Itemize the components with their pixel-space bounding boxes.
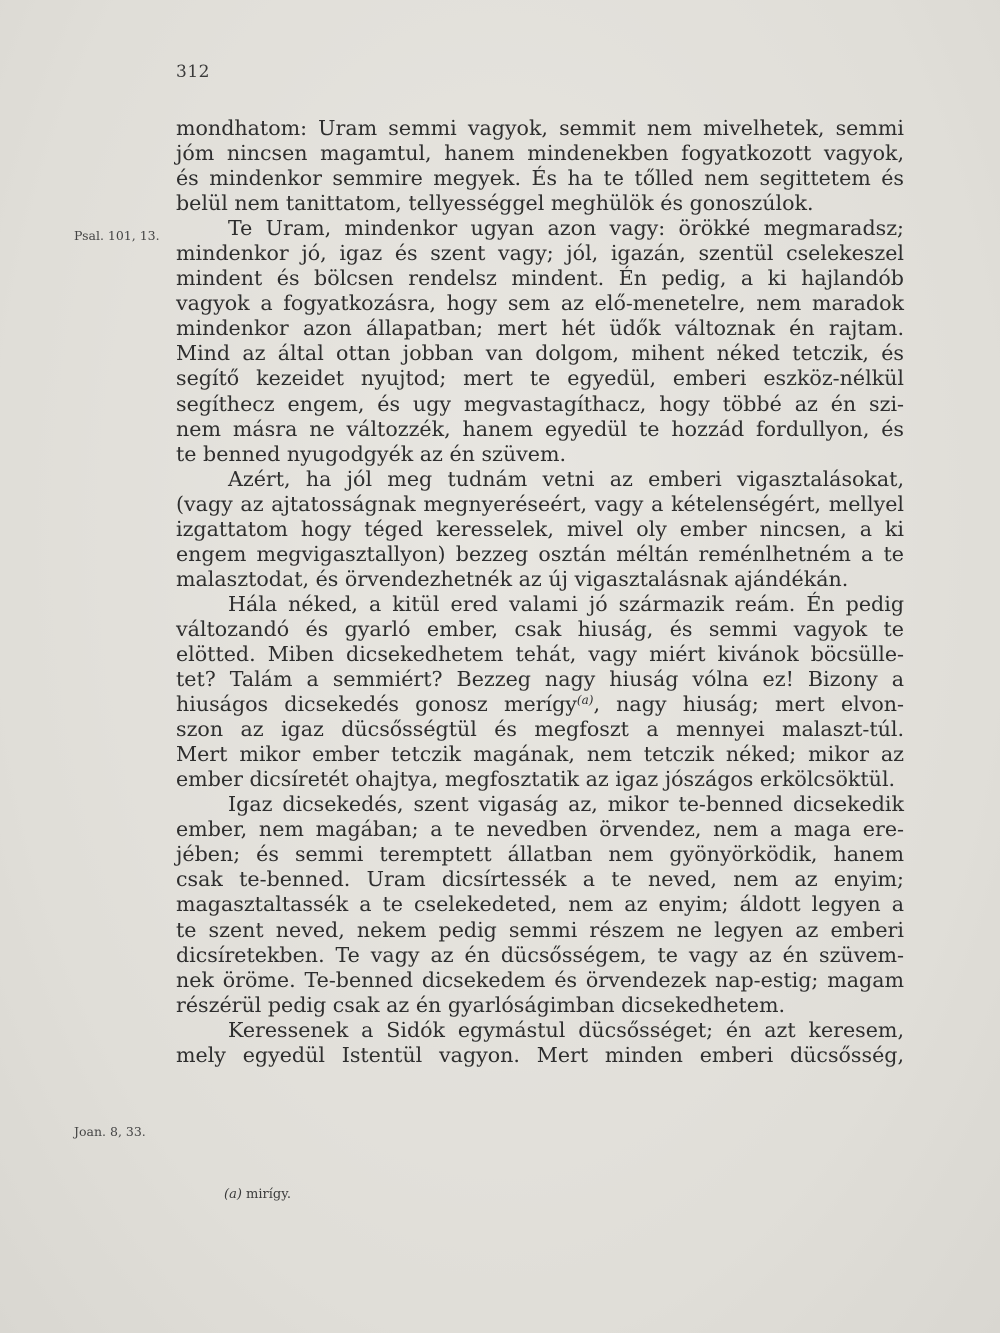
- text-line: jében; és semmi teremptett állatban nem gyönyörködik, hanem: [176, 842, 904, 867]
- text-line: Mert mikor ember tetczik magának, nem tetczik néked; mikor az: [176, 742, 904, 767]
- text-line: segíthecz engem, és ugy megvastagíthacz, hogy többé az én szi-: [176, 391, 904, 416]
- text-line-with-footnote: [176, 692, 904, 717]
- text-line: magasztaltassék a te cselekedeted, nem az enyim; áldott legyen a: [176, 892, 904, 917]
- text-line: Mind az által ottan jobban van dolgom, mihent néked tetczik, és: [176, 341, 904, 366]
- text-line: segítő kezeidet nyujtod; mert te egyedül, emberi eszköz-nélkül: [176, 366, 904, 391]
- text-line: mindenkor azon állapatban; mert hét üdők változnak én rajtam.: [176, 316, 904, 341]
- page-number: 312: [176, 62, 210, 82]
- text-line: Keressenek a Sidók egymástul dücsősséget; én azt keresem,: [228, 1017, 904, 1042]
- text-line: (vagy az ajtatosságnak megnyeréseért, vagy a kételenségért, mellyel: [176, 491, 904, 516]
- text-line: malasztodat, és örvendezhetnék az új vigasztalásnak ajándékán.: [176, 566, 849, 591]
- margin-note-joan: Joan. 8, 33.: [74, 1124, 146, 1139]
- text-line: ember dicsíretét ohajtya, megfosztatik az igaz jószágos erkölcsöktül.: [176, 767, 896, 792]
- text-line: Hála néked, a kitül ered valami jó származik reám. Én pedig: [228, 591, 904, 616]
- body-text: [176, 116, 904, 1068]
- text-line: te szent neved, nekem pedig semmi részem ne legyen az emberi: [176, 917, 904, 942]
- text-line: részérül pedig csak az én gyarlóságimban dicsekedhetem.: [176, 992, 786, 1017]
- text-line: mondhatom: Uram semmi vagyok, semmit nem mivelhetek, semmi: [176, 116, 904, 140]
- footnote: [224, 1187, 291, 1202]
- footnote-reference: (a): [576, 693, 594, 708]
- margin-note-psal: Psal. 101, 13.: [74, 228, 160, 243]
- text-line: ember, nem magában; a te nevedben örvendez, nem a maga ere-: [176, 817, 904, 842]
- footnote-mark: (a): [224, 1187, 242, 1202]
- text-fragment: hiuságos dicsekedés gonosz merígy: [176, 692, 577, 717]
- text-line: dicsíretekben. Te vagy az én dücsősségem, te vagy az én szüvem-: [176, 942, 904, 967]
- text-line: vagyok a fogyatkozásra, hogy sem az elő-menetelre, nem maradok: [176, 291, 904, 316]
- text-line: izgattatom hogy téged keresselek, mivel oly ember nincsen, a ki: [176, 516, 904, 541]
- text-line: nek öröme. Te-benned dicsekedem és örvendezek nap-estig; magam: [176, 967, 904, 992]
- text-line: jóm nincsen magamtul, hanem mindenekben fogyatkozott vagyok,: [176, 141, 904, 166]
- text-line: nem másra ne változzék, hanem egyedül te hozzád fordullyon, és: [176, 416, 904, 441]
- text-line: mely egyedül Istentül vagyon. Mert minden emberi dücsősség,: [176, 1042, 904, 1067]
- text-line: szon az igaz dücsősségtül és megfoszt a mennyei malaszt-túl.: [176, 717, 904, 742]
- footnote-text: mirígy.: [246, 1187, 291, 1202]
- text-line: belül nem tanittatom, tellyességgel meghülök és gonoszúlok.: [176, 191, 814, 216]
- text-line: engem megvigasztallyon) bezzeg osztán méltán reménlhetném a te: [176, 541, 904, 566]
- text-line: tet? Talám a semmiért? Bezzeg nagy hiuság vólna ez! Bizony a: [176, 667, 904, 692]
- text-fragment: , nagy hiuság; mert elvon-: [593, 692, 904, 717]
- text-line: Igaz dicsekedés, szent vigaság az, mikor te-benned dicsekedik: [228, 792, 904, 817]
- text-line: mindenkor jó, igaz és szent vagy; jól, igazán, szentül cselekeszel: [176, 241, 904, 266]
- text-line: Te Uram, mindenkor ugyan azon vagy: örökké megmaradsz;: [228, 216, 904, 241]
- text-line: és mindenkor semmire megyek. És ha te tőlled nem segittetem és: [176, 166, 904, 191]
- text-line: Azért, ha jól meg tudnám vetni az emberi vigasztalásokat,: [228, 466, 904, 491]
- text-line: te benned nyugodgyék az én szüvem.: [176, 441, 567, 466]
- text-line: elötted. Miben dicsekedhetem tehát, vagy miért kivánok böcsülle-: [176, 641, 904, 666]
- text-line: változandó és gyarló ember, csak hiuság, és semmi vagyok te: [176, 616, 904, 641]
- text-line: mindent és bölcsen rendelsz mindent. Én pedig, a ki hajlandób: [176, 266, 904, 291]
- text-line: csak te-benned. Uram dicsírtessék a te neved, nem az enyim;: [176, 867, 904, 892]
